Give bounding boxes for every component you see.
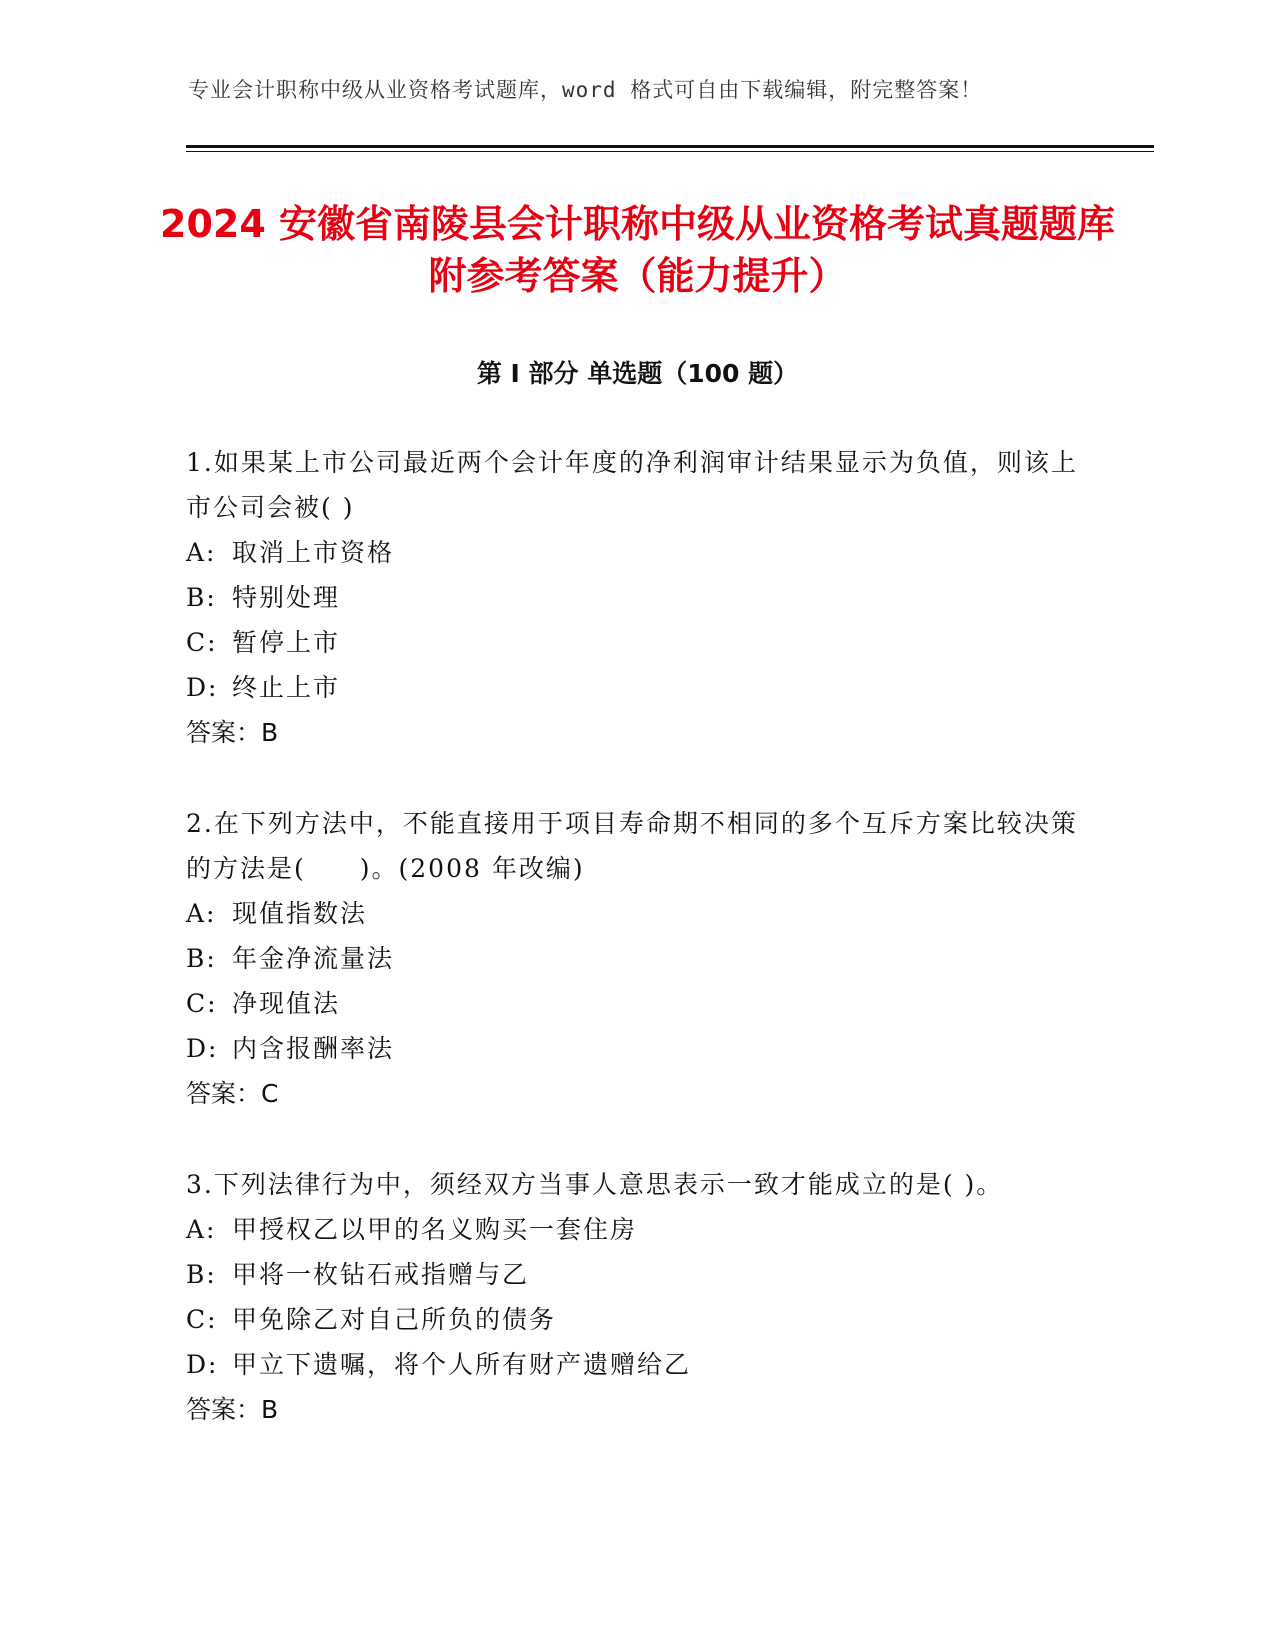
option-d <box>186 665 1086 710</box>
option-key: D: <box>186 1350 219 1379</box>
option-key: B: <box>186 1260 217 1289</box>
question-2 <box>186 801 1086 1116</box>
option-text: 终止上市 <box>232 673 341 702</box>
header-rule-thick <box>186 145 1154 148</box>
section-title: 第 I 部分 单选题（100 题） <box>476 359 799 388</box>
option-text: 内含报酬率法 <box>232 1034 395 1063</box>
option-a <box>186 891 1086 936</box>
header-note: 专业会计职称中级从业资格考试题库，word 格式可自由下载编辑，附完整答案！ <box>188 78 983 102</box>
option-key: C: <box>186 1305 218 1334</box>
option-text: 净现值法 <box>232 989 341 1018</box>
option-b <box>186 936 1086 981</box>
option-key: D: <box>186 673 219 702</box>
option-c <box>186 981 1086 1026</box>
document-title: 2024 安徽省南陵县会计职称中级从业资格考试真题题库附参考答案（能力提升） <box>160 202 1115 298</box>
question-stem: 3.下列法律行为中，须经双方当事人意思表示一致才能成立的是( )。 <box>186 1170 1004 1199</box>
option-d <box>186 1026 1086 1071</box>
option-key: A: <box>186 1215 217 1244</box>
option-text: 甲将一枚钻石戒指赠与乙 <box>232 1260 530 1289</box>
option-text: 现值指数法 <box>232 899 368 928</box>
option-key: A: <box>186 899 217 928</box>
option-key: B: <box>186 583 217 612</box>
option-key: C: <box>186 628 218 657</box>
question-stem: 1.如果某上市公司最近两个会计年度的净利润审计结果显示为负值，则该上市公司会被( ) <box>186 448 1078 522</box>
option-b <box>186 575 1086 620</box>
option-text: 年金净流量法 <box>232 944 395 973</box>
question-stem: 2.在下列方法中，不能直接用于项目寿命期不相同的多个互斥方案比较决策的方法是( )。(2008 年改编) <box>186 809 1078 883</box>
option-c <box>186 1297 1086 1342</box>
option-key: B: <box>186 944 217 973</box>
option-key: D: <box>186 1034 219 1063</box>
answer: 答案：B <box>186 718 279 747</box>
option-text: 暂停上市 <box>232 628 341 657</box>
answer: 答案：B <box>186 1395 279 1424</box>
answer: 答案：C <box>186 1079 279 1108</box>
question-3 <box>186 1162 1086 1432</box>
option-text: 甲授权乙以甲的名义购买一套住房 <box>232 1215 638 1244</box>
option-key: A: <box>186 538 217 567</box>
question-list <box>186 440 1086 1478</box>
option-d <box>186 1342 1086 1387</box>
option-c <box>186 620 1086 665</box>
option-a <box>186 530 1086 575</box>
option-key: C: <box>186 989 218 1018</box>
option-text: 取消上市资格 <box>232 538 395 567</box>
option-text: 甲免除乙对自己所负的债务 <box>232 1305 557 1334</box>
option-b <box>186 1252 1086 1297</box>
option-a <box>186 1207 1086 1252</box>
option-text: 特别处理 <box>232 583 341 612</box>
option-text: 甲立下遗嘱，将个人所有财产遗赠给乙 <box>232 1350 692 1379</box>
header-rule-thin <box>186 151 1154 152</box>
question-1 <box>186 440 1086 755</box>
